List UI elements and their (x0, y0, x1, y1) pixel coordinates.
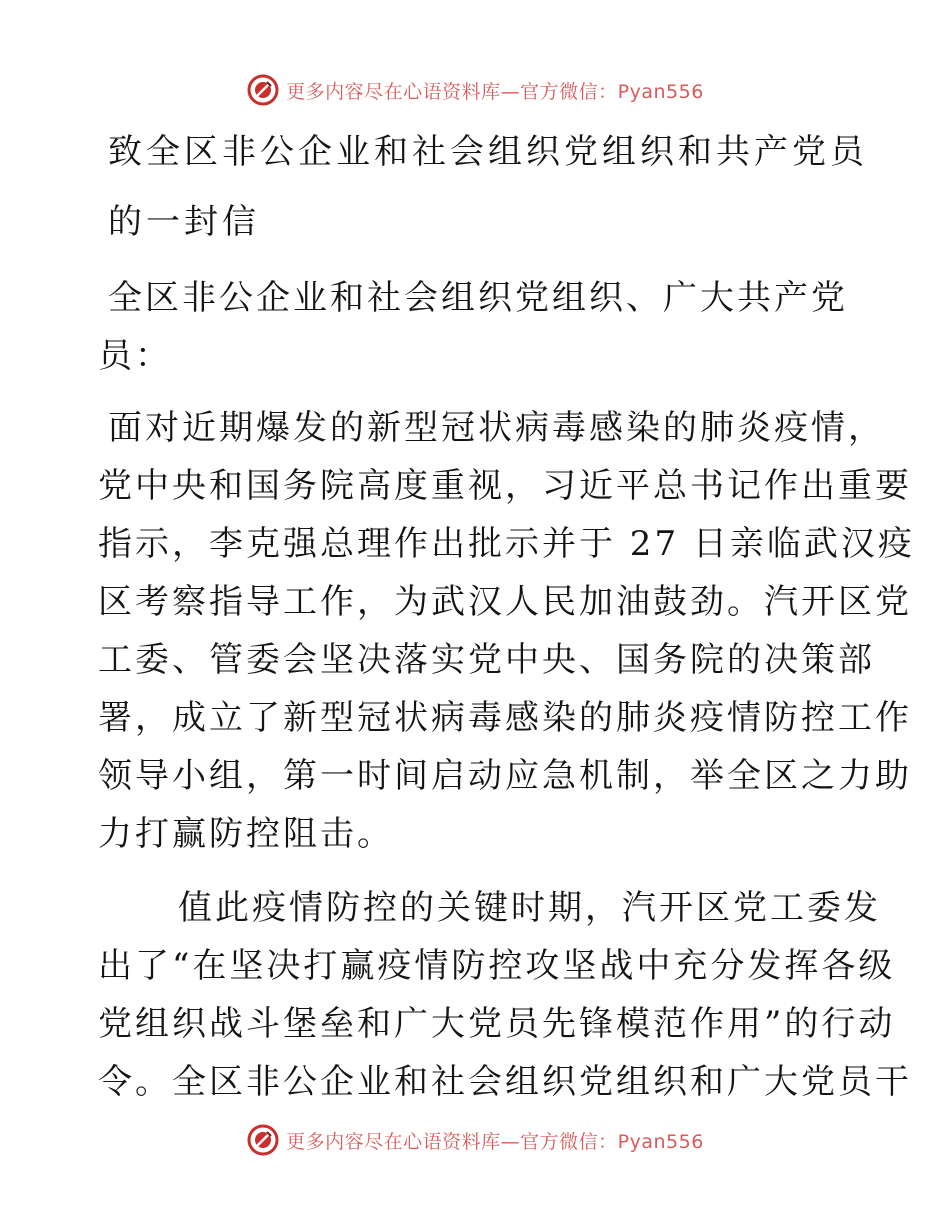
paragraph-1-line: 领导小组，第一时间启动应急机制，举全区之力助 (98, 756, 912, 796)
paragraph-1-line: 区考察指导工作，为武汉人民加油鼓劲。汽开区党 (98, 582, 912, 622)
paragraph-1-line: 党中央和国务院高度重视，习近平总书记作出重要 (98, 466, 912, 506)
watermark-text: 更多内容尽在心语资料库—官方微信：Pyan556 (286, 80, 704, 103)
salutation-line-1: 全区非公企业和社会组织党组织、广大共产党 (108, 278, 848, 318)
salutation-line-2: 员： (98, 336, 172, 376)
paragraph-1-line: 工委、管委会坚决落实党中央、国务院的决策部 (98, 640, 875, 680)
watermark-footer (0, 1120, 950, 1160)
paragraph-1-line: 指示，李克强总理作出批示并于 27 日亲临武汉疫 (98, 524, 915, 564)
paragraph-1-line: 面对近期爆发的新型冠状病毒感染的肺炎疫情， (108, 408, 885, 448)
paragraph-2-line: 令。全区非公企业和社会组织党组织和广大党员干 (98, 1062, 912, 1102)
paragraph-1-line: 力打赢防控阻击。 (98, 814, 394, 854)
document-title-line-1: 致全区非公企业和社会组织党组织和共产党员 (108, 132, 868, 172)
document-title-line-2: 的一封信 (108, 202, 260, 242)
paragraph-2-line: 党组织战斗堡垒和广大党员先锋模范作用”的行动 (98, 1004, 896, 1044)
paragraph-1-line: 署，成立了新型冠状病毒感染的肺炎疫情防控工作 (98, 698, 912, 738)
seal-logo-icon (246, 73, 280, 107)
paragraph-2-line: 出了“在坚决打赢疫情防控攻坚战中充分发挥各级 (98, 946, 896, 986)
watermark-header (0, 70, 950, 110)
seal-logo-icon (246, 1123, 280, 1157)
paragraph-2-line: 值此疫情防控的关键时期，汽开区党工委发 (178, 888, 881, 928)
watermark-text: 更多内容尽在心语资料库—官方微信：Pyan556 (286, 1130, 704, 1153)
